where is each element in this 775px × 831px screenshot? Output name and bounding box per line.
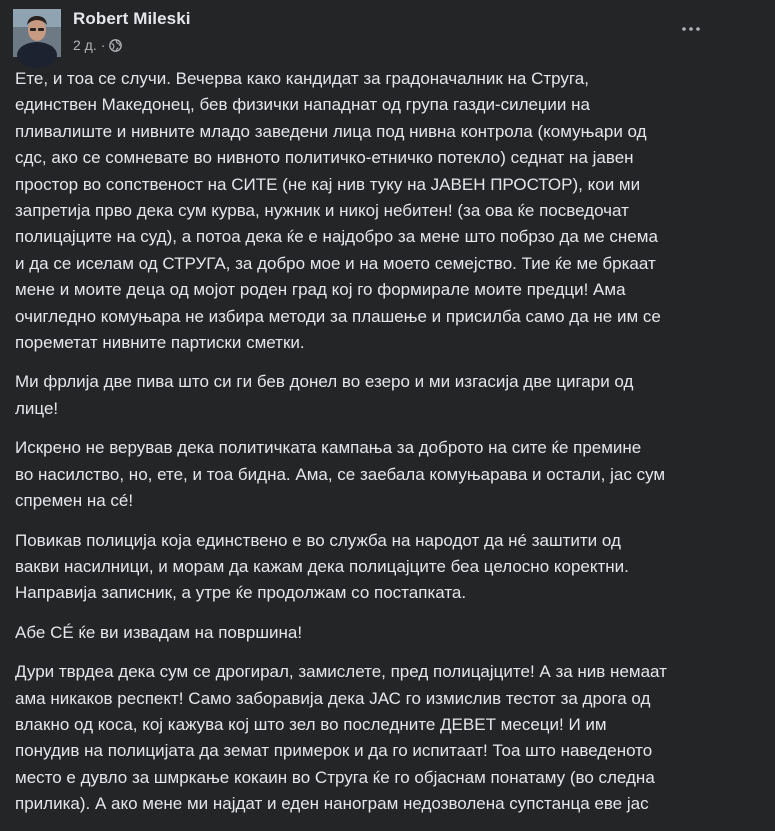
post-text-line: Дури тврдеа дека сум се дрогирал, замислете, пред полицајците! А за нив немаат — [15, 662, 667, 682]
post-text-line: понудив на полицијата да земат примерок и да го испитаат! Тоа што наведеното — [15, 741, 653, 761]
post-paragraph — [15, 435, 775, 514]
post-text-line: очигледно комуњара не избира методи за плашење и присилба само да не им се — [15, 306, 661, 326]
post-text-line: единствен Македонец, бев физички нападнат од група газди-силеџии на — [15, 95, 590, 115]
post-text-line: Ете, и тоа се случи. Вечерва како кандидат за градоначалник на Струга, — [15, 69, 589, 88]
post-text-line: прилика). А ако мене ми најдат и еден нанограм недозволена супстанца еве јас — [15, 794, 649, 814]
author-name[interactable]: Robert Mileski — [73, 9, 191, 28]
post-text-line: лице! — [15, 398, 59, 418]
meta-separator: · — [100, 37, 106, 53]
post-text-line: влакно од коса, кој кажува кој што зел во последните ДЕВЕТ месеци! И им — [15, 714, 607, 734]
post-text-line: запретија прво дека сум курва, нужник и никој небитен! (за ова ќе посведочат — [15, 201, 629, 221]
avatar[interactable] — [13, 9, 61, 57]
globe-icon[interactable] — [109, 39, 122, 52]
post-text-line: полицајците на суд), а потоа дека ќе е најдобро за мене што побрзо да ме снема — [15, 227, 658, 247]
post-header — [13, 9, 703, 57]
post-text-line: и да се иселам од СТРУГА, за добро мое и на моето семејство. Тие ќе ме бркаат — [15, 253, 656, 273]
post-text-line: Абе СÉ ќе ви извадам на површина! — [15, 622, 303, 642]
post-paragraph — [15, 66, 775, 356]
post-text-line: простор во сопственост на СИТЕ (не кај нив туку на ЈАВЕН ПРОСТОР), кои ми — [15, 174, 641, 194]
avatar-image — [13, 9, 61, 57]
post-text-line: мене и моите деца од мојот роден град кој го формирале моите предци! Ама — [15, 280, 626, 300]
post-text-line: Направија записник, а утре ќе продолжам со постапката. — [15, 583, 467, 603]
post-paragraph — [15, 369, 775, 422]
post-text-line: сдс, ако се сомневате во нивното политичко-етничко потекло) седнат на јавен — [15, 148, 634, 168]
post-text-line: вакви насилници, и морам да кажам дека полицајците беа целосно коректни. — [15, 556, 629, 576]
post-text-line: Повикав полиција која единствено е во служба на народот да нé заштити од — [15, 530, 621, 550]
post-meta — [73, 36, 122, 54]
post-text-line: спремен на сé! — [15, 491, 134, 511]
post-paragraph — [15, 659, 775, 817]
post-text-line: ама никаков респект! Само заборавија дека ЈАС го измислив тестот за дрога од — [15, 688, 651, 708]
post-text-line: Ми фрлија две пива што си ги бев донел во езеро и ми изгасија две цигари од — [15, 372, 634, 392]
post-text-line: пореметат нивните партиски сметки. — [15, 333, 305, 353]
post-paragraph — [15, 620, 775, 646]
post-body — [15, 66, 775, 831]
more-options-button[interactable] — [679, 19, 703, 39]
post-text-line: место е дувло за шмркање кокаин во Струга ќе го објаснам понатаму (во следна — [15, 767, 655, 787]
post-paragraph — [15, 528, 775, 607]
post-text-line: Искрено не верував дека политичката кампања за доброто на сите ќе премине — [15, 438, 642, 458]
more-horizontal-icon — [682, 27, 700, 31]
post-text-line: пливалиште и нивните младо заведени лица под нивна контрола (комуњари од — [15, 121, 647, 141]
post-text-line: во насилство, но, ете, и тоа бидна. Ама, се заебала комуњарава и остали, јас сум — [15, 464, 666, 484]
post-timestamp[interactable]: 2 д. — [73, 37, 97, 53]
